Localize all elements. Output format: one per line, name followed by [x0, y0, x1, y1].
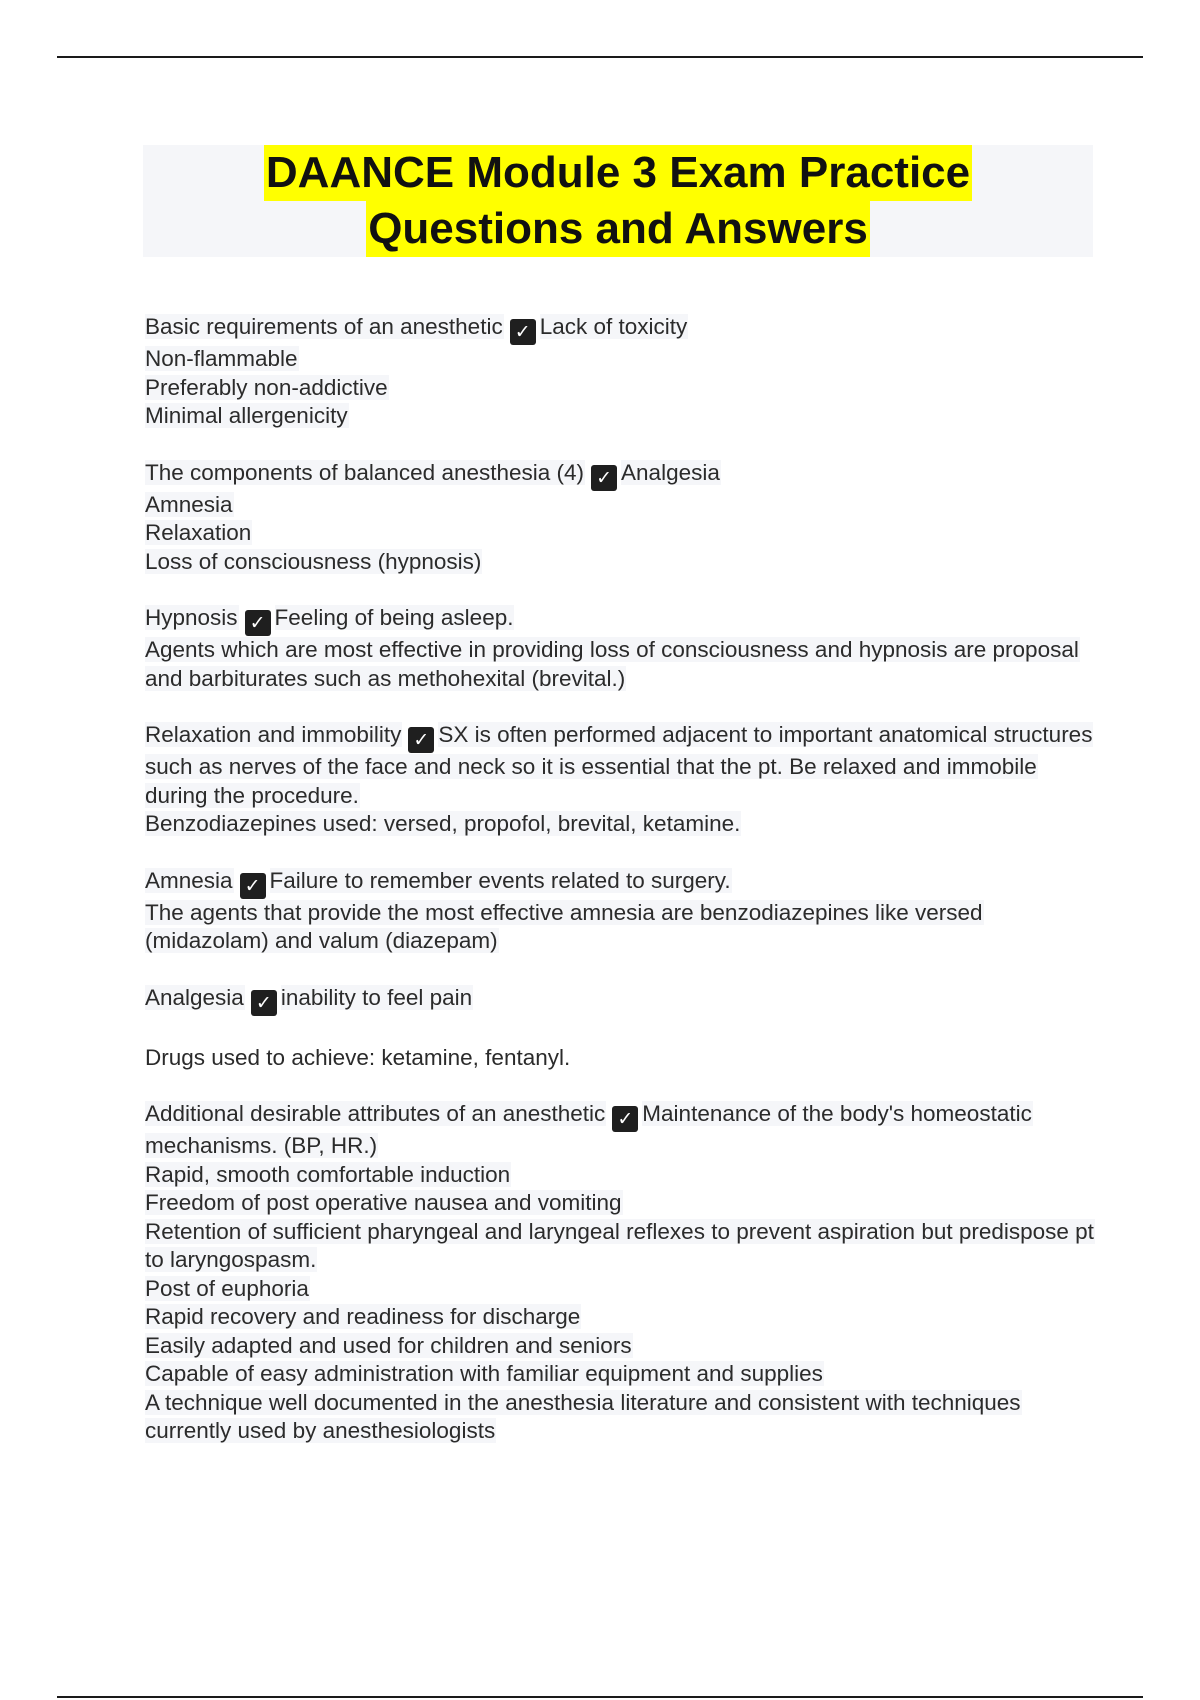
- qa-answer-line: Rapid, smooth comfortable induction: [145, 1161, 511, 1187]
- qa-item: [145, 604, 1095, 693]
- qa-answer-line: Benzodiazepines used: versed, propofol, brevital, ketamine.: [145, 811, 741, 836]
- qa-item: [145, 867, 1095, 956]
- qa-answer-line: Relaxation: [145, 520, 252, 545]
- qa-item: [145, 1100, 1095, 1446]
- qa-answer-line: Amnesia: [145, 491, 233, 517]
- qa-item: [145, 313, 1095, 431]
- bottom-rule: [57, 1696, 1143, 1698]
- qa-term: Basic requirements of an anesthetic: [145, 314, 503, 339]
- qa-answer-line: Post of euphoria: [145, 1275, 309, 1301]
- qa-answer-line: A technique well documented in the anesthesia literature and consistent with techniques currently used by anesthesiologists: [145, 1389, 1021, 1443]
- checkbox-icon: ✓: [612, 1106, 638, 1132]
- qa-answer-line: Capable of easy administration with familiar equipment and supplies: [145, 1361, 823, 1386]
- qa-item: [145, 721, 1095, 839]
- qa-item: [145, 459, 1095, 577]
- qa-answer: Lack of toxicity: [539, 314, 688, 339]
- qa-answer-line: Rapid recovery and readiness for discharge: [145, 1304, 581, 1329]
- qa-answer-line: Loss of consciousness (hypnosis): [145, 548, 482, 574]
- qa-answer: Feeling of being asleep.: [274, 605, 514, 630]
- qa-answer-line: Minimal allergenicity: [145, 403, 348, 428]
- qa-answer-line: Agents which are most effective in providing loss of consciousness and hypnosis are proposal and barbiturates such as methohexital (brevital.): [145, 637, 1079, 691]
- qa-answer-line: Preferably non-addictive: [145, 374, 388, 400]
- qa-term: Amnesia: [145, 867, 233, 893]
- qa-answer-line: The agents that provide the most effective amnesia are benzodiazepines like versed (midazolam) and valum (diazepam): [145, 899, 983, 953]
- qa-term: Additional desirable attributes of an anesthetic: [145, 1101, 606, 1126]
- checkbox-icon: ✓: [510, 319, 536, 345]
- top-rule: [57, 56, 1143, 58]
- qa-term: Analgesia: [145, 984, 244, 1010]
- checkbox-icon: ✓: [591, 465, 617, 491]
- checkbox-icon: ✓: [245, 610, 271, 636]
- qa-answer: SX is often performed adjacent to important anatomical structures such as nerves of the face and neck so it is essential that the pt. Be relaxed and immobile during the procedure.: [145, 722, 1093, 808]
- checkbox-icon: ✓: [408, 727, 434, 753]
- qa-term: The components of balanced anesthesia (4): [145, 459, 585, 485]
- qa-term: Relaxation and immobility: [145, 722, 402, 747]
- qa-item: [145, 984, 1095, 1016]
- qa-answer: Maintenance of the body's homeostatic mechanisms. (BP, HR.): [145, 1101, 1032, 1158]
- qa-answer: inability to feel pain: [280, 984, 473, 1010]
- document-title: [143, 145, 1093, 257]
- qa-answer-line: Easily adapted and used for children and seniors: [145, 1332, 632, 1358]
- qa-answer-line: Freedom of post operative nausea and vomiting: [145, 1190, 622, 1215]
- title-line-1: DAANCE Module 3 Exam Practice: [264, 145, 972, 201]
- qa-answer-line: Retention of sufficient pharyngeal and laryngeal reflexes to prevent aspiration but predispose pt to laryngospasm.: [145, 1218, 1094, 1272]
- qa-answer: Failure to remember events related to surgery.: [269, 867, 731, 893]
- drugs-note: Drugs used to achieve: ketamine, fentanyl.: [145, 1044, 571, 1070]
- checkbox-icon: ✓: [240, 873, 266, 899]
- title-line-2: Questions and Answers: [366, 201, 870, 257]
- qa-list: [145, 313, 1095, 1474]
- qa-term: Hypnosis: [145, 605, 238, 630]
- qa-answer-line: Non-flammable: [145, 346, 298, 371]
- qa-answer: Analgesia: [621, 459, 720, 485]
- checkbox-icon: ✓: [251, 990, 277, 1016]
